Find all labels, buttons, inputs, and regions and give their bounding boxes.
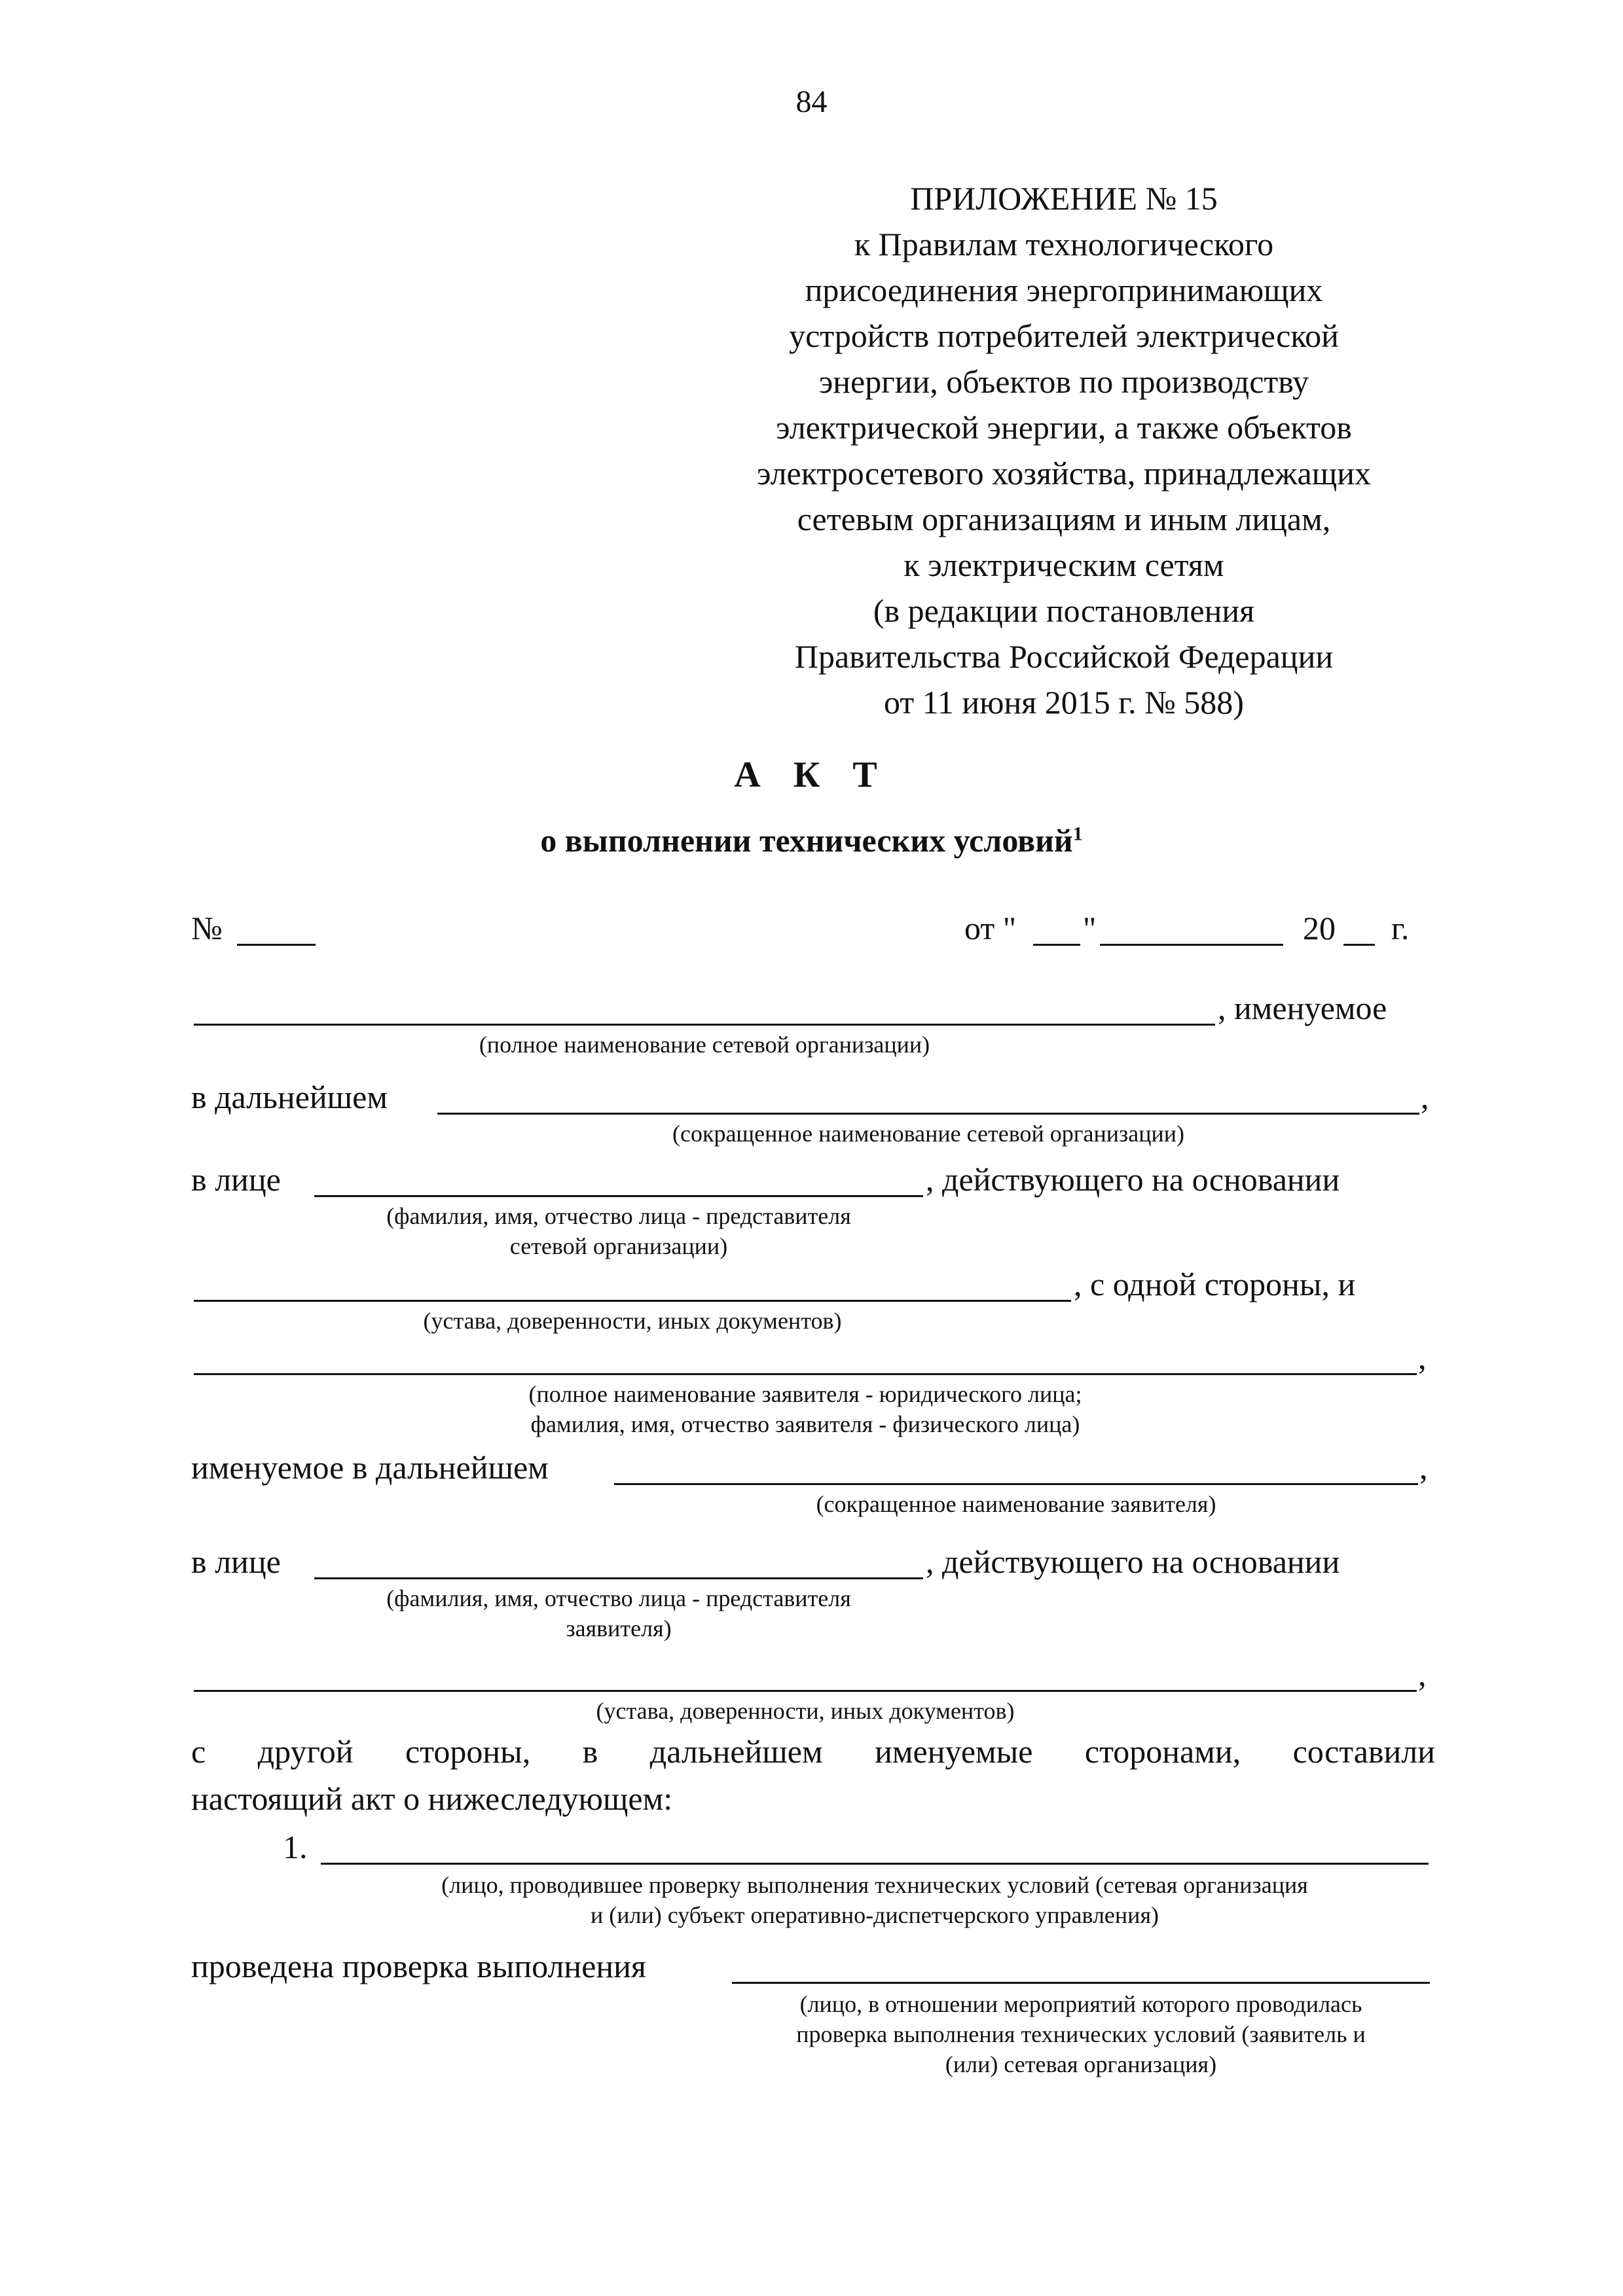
cap-applicant-representative-2: заявителя) bbox=[566, 1615, 672, 1641]
applicant-representative-field[interactable] bbox=[314, 1577, 923, 1579]
appendix-line: присоединения энергопринимающих bbox=[805, 272, 1323, 308]
date-year-suffix: г. bbox=[1391, 910, 1410, 946]
row7-prefix: в лице bbox=[191, 1543, 281, 1580]
appendix-line: энергии, объектов по производству bbox=[818, 363, 1309, 400]
appendix-line: электрической энергии, а также объектов bbox=[776, 409, 1352, 446]
inspecting-party-field[interactable] bbox=[321, 1863, 1429, 1865]
cap-network-org-representative-2: сетевой организации) bbox=[509, 1233, 728, 1259]
row3-suffix: , действующего на основании bbox=[926, 1161, 1340, 1198]
appendix-line: ПРИЛОЖЕНИЕ № 15 bbox=[910, 180, 1218, 217]
cap-applicant-representative-1: (фамилия, имя, отчество лица - представителя bbox=[386, 1585, 851, 1611]
cap-applicant-full-name-1: (полное наименование заявителя - юридического лица; bbox=[528, 1381, 1082, 1407]
row7-suffix: , действующего на основании bbox=[926, 1543, 1340, 1580]
appendix-header bbox=[681, 175, 1447, 725]
applicant-short-name-field[interactable] bbox=[614, 1483, 1418, 1485]
row8-suffix: , bbox=[1418, 1656, 1427, 1693]
appendix-line: электросетевого хозяйства, принадлежащих bbox=[757, 455, 1371, 492]
date-year-prefix: 20 bbox=[1303, 910, 1336, 946]
paragraph-line-1: с другой стороны, в дальнейшем именуемые сторонами, составили bbox=[191, 1733, 1435, 1770]
cap-applicant-basis-document: (устава, доверенности, иных документов) bbox=[596, 1698, 1015, 1724]
appendix-line: (в редакции постановления bbox=[873, 592, 1255, 629]
number-label: № bbox=[191, 910, 223, 946]
cap-inspected-party-3: (или) сетевая организация) bbox=[945, 2051, 1217, 2077]
row2-prefix: в дальнейшем bbox=[191, 1079, 388, 1115]
date-year-field[interactable] bbox=[1343, 944, 1375, 946]
act-title: А К Т bbox=[734, 755, 889, 795]
cap-network-org-basis-document: (устава, доверенности, иных документов) bbox=[423, 1308, 842, 1334]
item-1-number: 1. bbox=[283, 1829, 308, 1865]
row4-suffix: , с одной стороны, и bbox=[1074, 1266, 1356, 1302]
network-org-short-name-field[interactable] bbox=[437, 1113, 1419, 1115]
appendix-line: устройств потребителей электрической bbox=[789, 317, 1339, 354]
applicant-basis-document-field[interactable] bbox=[194, 1690, 1417, 1692]
row3-prefix: в лице bbox=[191, 1161, 281, 1198]
row10-prefix: проведена проверка выполнения bbox=[191, 1948, 646, 1984]
cap-network-org-full-name: (полное наименование сетевой организации) bbox=[479, 1031, 930, 1058]
inspected-party-field[interactable] bbox=[732, 1982, 1430, 1984]
cap-inspecting-party-2: и (или) субъект оперативно-диспетчерского управления) bbox=[591, 1902, 1159, 1928]
date-day-field[interactable] bbox=[1033, 944, 1080, 946]
date-quote: " bbox=[1083, 910, 1097, 946]
cap-network-org-short-name: (сокращенное наименование сетевой организации) bbox=[672, 1121, 1184, 1147]
cap-inspecting-party-1: (лицо, проводившее проверку выполнения технических условий (сетевая организация bbox=[441, 1872, 1308, 1898]
act-subtitle bbox=[0, 821, 1623, 859]
row6-suffix: , bbox=[1419, 1449, 1428, 1486]
cap-inspected-party-2: проверка выполнения технических условий (заявитель и bbox=[796, 2021, 1366, 2047]
row1-suffix: , именуемое bbox=[1218, 990, 1387, 1026]
cap-network-org-representative-1: (фамилия, имя, отчество лица - представителя bbox=[386, 1203, 851, 1229]
cap-inspected-party-1: (лицо, в отношении мероприятий которого проводилась bbox=[799, 1991, 1362, 2017]
appendix-line: от 11 июня 2015 г. № 588) bbox=[884, 684, 1244, 721]
number-field[interactable] bbox=[237, 944, 316, 946]
appendix-line: к Правилам технологического bbox=[854, 226, 1274, 262]
date-month-field[interactable] bbox=[1100, 944, 1283, 946]
page-number: 84 bbox=[795, 84, 828, 119]
cap-applicant-full-name-2: фамилия, имя, отчество заявителя - физического лица) bbox=[530, 1411, 1080, 1437]
applicant-full-name-field[interactable] bbox=[194, 1373, 1417, 1375]
paragraph-line-2: настоящий акт о нижеследующем: bbox=[191, 1780, 673, 1817]
appendix-line: к электрическим сетям bbox=[903, 547, 1224, 583]
date-from-label: от " bbox=[964, 910, 1017, 946]
row5-suffix: , bbox=[1418, 1339, 1427, 1376]
row2-suffix: , bbox=[1421, 1079, 1429, 1115]
network-org-representative-field[interactable] bbox=[314, 1195, 923, 1197]
network-org-full-name-field[interactable] bbox=[194, 1024, 1215, 1026]
row6-prefix: именуемое в дальнейшем bbox=[191, 1449, 549, 1486]
cap-applicant-short-name: (сокращенное наименование заявителя) bbox=[816, 1491, 1216, 1517]
act-subtitle-text: о выполнении технических условий bbox=[540, 822, 1073, 859]
network-org-basis-document-field[interactable] bbox=[194, 1300, 1071, 1302]
appendix-line: сетевым организациям и иным лицам, bbox=[797, 501, 1331, 537]
appendix-line: Правительства Российской Федерации bbox=[794, 638, 1334, 675]
footnote-mark: 1 bbox=[1072, 823, 1083, 845]
